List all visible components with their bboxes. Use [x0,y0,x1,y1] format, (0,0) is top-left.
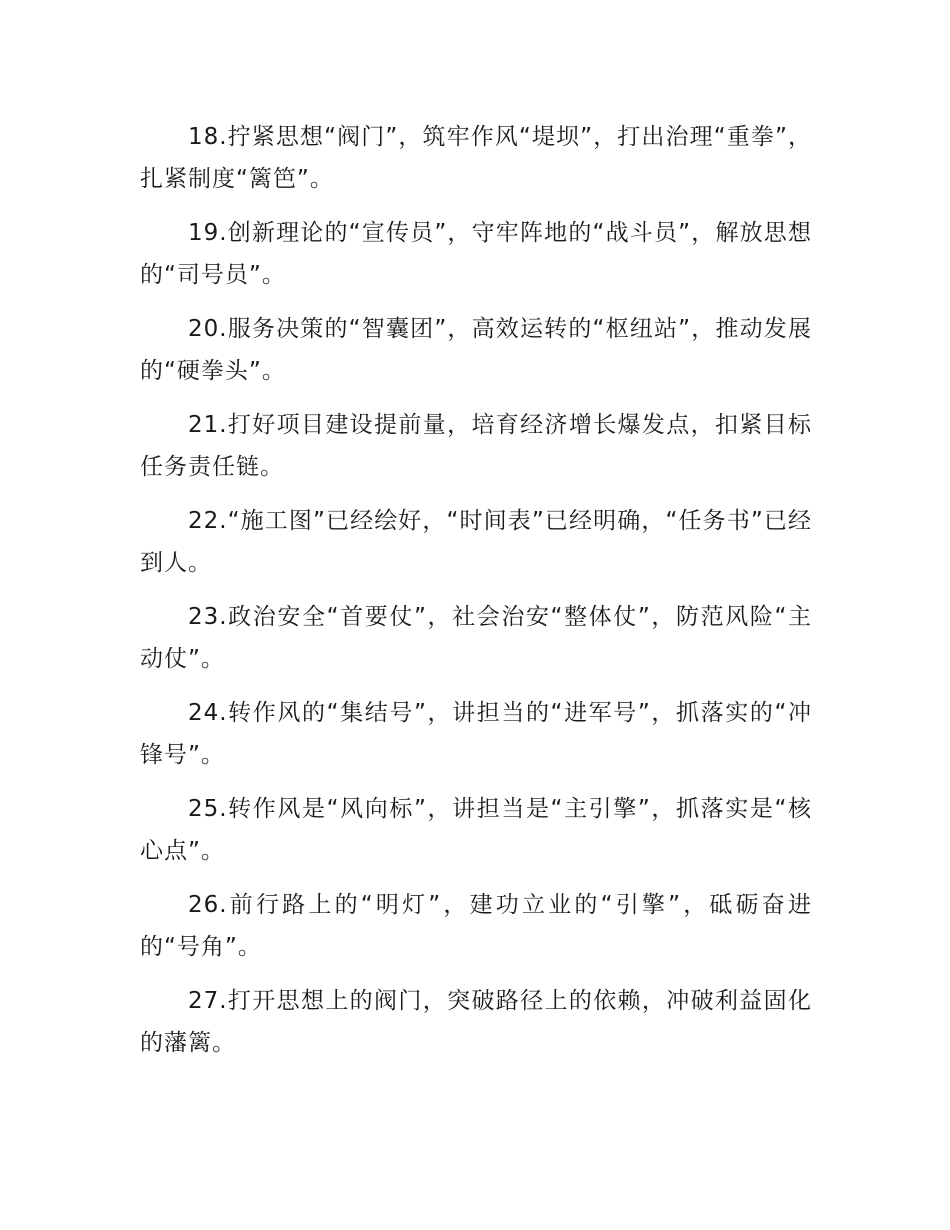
paragraph-24: 24.转作风的“集结号”，讲担当的“进军号”，抓落实的“冲锋号”。 [140,700,812,768]
paragraph-26: 26.前行路上的“明灯”，建功立业的“引擎”，砥砺奋进的“号角”。 [140,892,812,960]
paragraph-27: 27.打开思想上的阀门，突破路径上的依赖，冲破利益固化的藩篱。 [140,988,812,1056]
paragraph-19: 19.创新理论的“宣传员”，守牢阵地的“战斗员”，解放思想的“司号员”。 [140,220,812,288]
paragraph-18: 18.拧紧思想“阀门”，筑牢作风“堤坝”，打出治理“重拳”，扎紧制度“篱笆”。 [140,124,812,192]
paragraph-22: 22.“施工图”已经绘好，“时间表”已经明确，“任务书”已经到人。 [140,508,812,576]
document-body [140,116,812,1076]
paragraph-20: 20.服务决策的“智囊团”，高效运转的“枢纽站”，推动发展的“硬拳头”。 [140,316,812,384]
paragraph-23: 23.政治安全“首要仗”，社会治安“整体仗”，防范风险“主动仗”。 [140,604,812,672]
paragraph-21: 21.打好项目建设提前量，培育经济增长爆发点，扣紧目标任务责任链。 [140,412,812,480]
paragraph-25: 25.转作风是“风向标”，讲担当是“主引擎”，抓落实是“核心点”。 [140,796,812,864]
